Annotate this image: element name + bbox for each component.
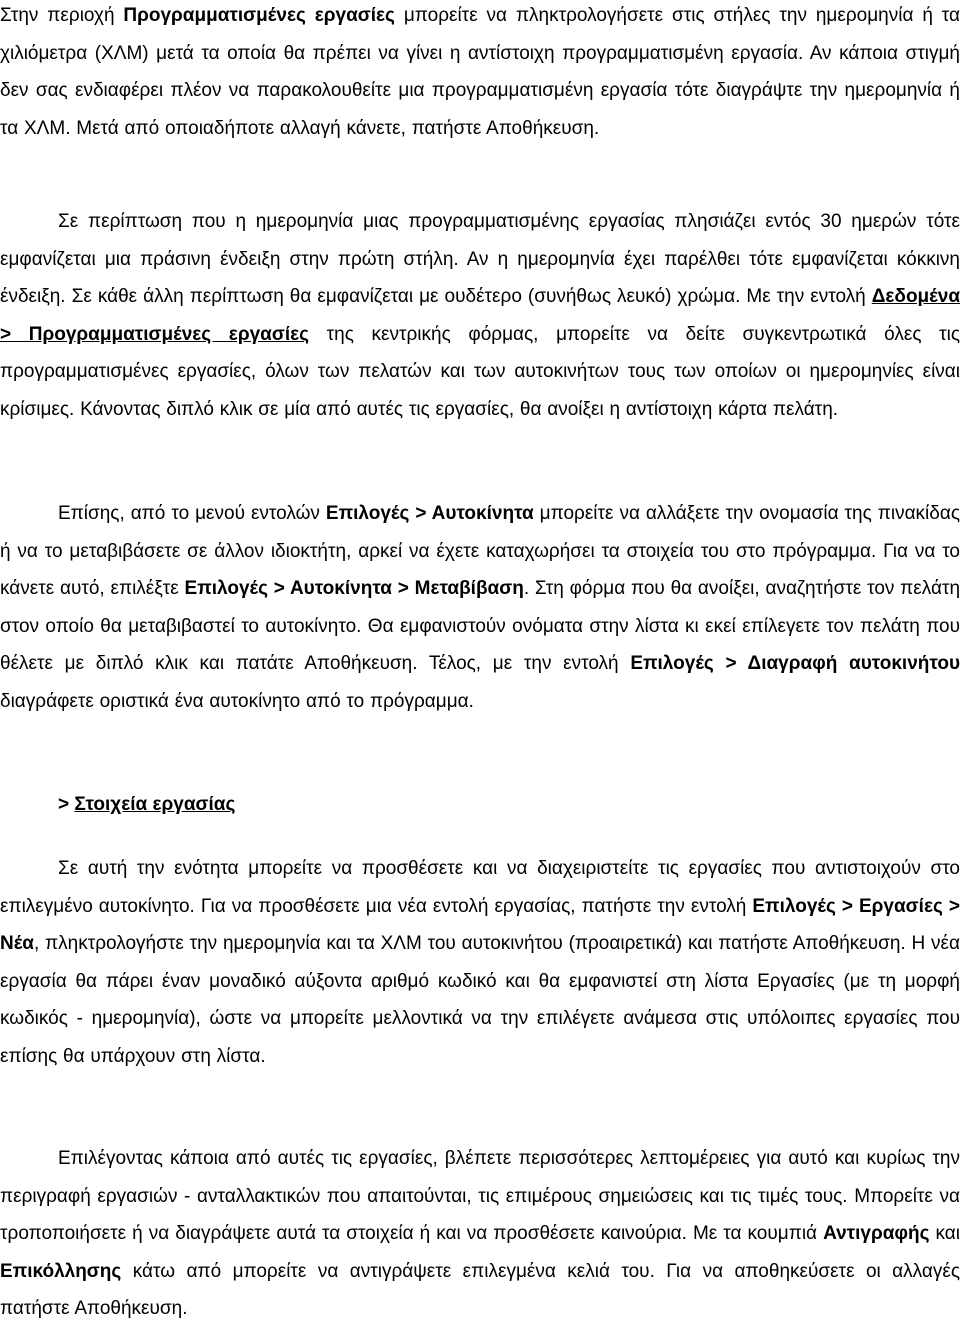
bold-menu-path: Δεδομένα > Προγραμματισμένες εργασίες bbox=[0, 286, 960, 345]
heading-prefix: > bbox=[58, 794, 75, 815]
text: Σε αυτή την ενότητα μπορείτε να προσθέσετε και να διαχειριστείτε τις εργασίες που αντιστοιχούν στο επιλεγμένο αυτοκίνητο. Για να προσθέσετε μια νέα εντολή εργασίας, πατήστε την εντολή bbox=[0, 858, 960, 917]
bold-term: Αντιγραφής bbox=[823, 1223, 930, 1244]
bold-term: Επικόλλησης bbox=[0, 1260, 122, 1282]
bold-menu-path: Επιλογές > Αυτοκίνητα > Μεταβίβαση bbox=[184, 578, 524, 599]
text: διαγράφετε οριστικά ένα αυτοκίνητο από το πρόγραμμα. bbox=[0, 690, 474, 712]
paragraph-scheduled-tasks bbox=[0, 0, 960, 147]
text: Στην περιοχή bbox=[0, 5, 124, 26]
bold-menu-path: Επιλογές > Εργασίες > Νέα bbox=[0, 895, 960, 954]
text: Σε περίπτωση που η ημερομηνία μιας προγραμματισμένης εργασίας πλησιάζει εντός 30 ημερών τότε εμφανίζεται μια πράσινη ένδειξη στην πρώτη στήλη. Αν η ημερομηνία έχει παρέλθει τότε εμφανίζεται κόκκινη ένδειξη. Σε κάθε άλλη περίπτωση θα εμφανίζεται με ουδέτερο (συνήθως λευκό) χρώμα. Με την εντολή bbox=[0, 211, 960, 307]
bold-term: Προγραμματισμένες εργασίες bbox=[123, 5, 395, 26]
text: Επιλέγοντας κάποια από αυτές τις εργασίες, βλέπετε περισσότερες λεπτομέρειες για αυτό και κυρίως την περιγραφή εργασιών - ανταλλακτικών που απαιτούνται, τις επιμέρους σημειώσεις και τις τιμές τους. Μπορείτε να τροποποιήσετε ή να διαγράψετε αυτά τα στοιχεία ή και να προσθέσετε καινούρια. Με τα κουμπιά bbox=[0, 1148, 960, 1244]
text: της κεντρικής φόρμας, μπορείτε να δείτε συγκεντρωτικά όλες τις προγραμματισμένες εργασίες, όλων των πελατών και των αυτοκινήτων τους των οποίων οι ημερομηνίες είναι κρίσιμες. Κάνοντας διπλό κλικ σε μία από αυτές τις εργασίες, θα ανοίξει η αντίστοιχη κάρτα πελάτη. bbox=[0, 323, 960, 420]
bold-menu-path: Επιλογές > Διαγραφή αυτοκινήτου bbox=[630, 653, 960, 674]
bold-menu-path: Επιλογές > Αυτοκίνητα bbox=[325, 503, 534, 524]
paragraph-date-indicators bbox=[0, 203, 960, 428]
paragraph-task-selection bbox=[0, 1140, 960, 1328]
text: και bbox=[929, 1223, 960, 1244]
paragraph-task-details bbox=[0, 850, 960, 1075]
heading-title: Στοιχεία εργασίας bbox=[74, 794, 236, 815]
text: μπορείτε να αλλάξετε την ονομασία της πινακίδας ή να το μεταβιβάσετε σε άλλον ιδιοκτήτη, αρκεί να έχετε καταχωρήσει τα στοιχεία του στο πρόγραμμα. Για να το κάνετε αυτό, επιλέξτε bbox=[0, 503, 960, 599]
text: μπορείτε να πληκτρολογήσετε στις στήλες την ημερομηνία ή τα χιλιόμετρα (ΧΛΜ) μετά τα οποία θα πρέπει να γίνει η αντίστοιχη προγραμματισμένη εργασία. Αν κάποια στιγμή δεν σας ενδιαφέρει πλέον να παρακολουθείτε μια προγραμματισμένη εργασία τότε διαγράψτε την ημερομηνία ή τα ΧΛΜ. Μετά από οποιαδήποτε αλλαγή κάνετε, πατήστε Αποθήκευση. bbox=[0, 5, 960, 139]
text: Επίσης, από το μενού εντολών bbox=[58, 503, 326, 524]
text: . Στη φόρμα που θα ανοίξει, αναζητήστε τον πελάτη στον οποίο θα μεταβιβαστεί το αυτοκίνητο. Θα εμφανιστούν ονόματα στην λίστα κι εκεί επίλεγετε τον πελάτη που θέλετε με διπλό κλικ και πατάτε Αποθήκευση. Τέλος, με την εντολή bbox=[0, 578, 960, 674]
section-heading bbox=[58, 786, 235, 824]
text: κάτω από μπορείτε να αντιγράψετε επιλεγμένα κελιά του. Για να αποθηκεύσετε οι αλλαγές πατήστε Αποθήκευση. bbox=[0, 1260, 960, 1319]
paragraph-cars-menu bbox=[0, 495, 960, 720]
text: , πληκτρολογήστε την ημερομηνία και τα ΧΛΜ του αυτοκινήτου (προαιρετικά) και πατήστε Αποθήκευση. Η νέα εργασία θα πάρει έναν μοναδικό αύξοντα αριθμό κωδικό και θα εμφανιστεί στη λίστα Εργασίες (με τη μορφή κωδικός - ημερομηνία), ώστε να μπορείτε μελλοντικά να την επιλέγετε ανάμεσα στις υπόλοιπες εργασίες που επίσης θα υπάρχουν στη λίστα. bbox=[0, 933, 960, 1067]
